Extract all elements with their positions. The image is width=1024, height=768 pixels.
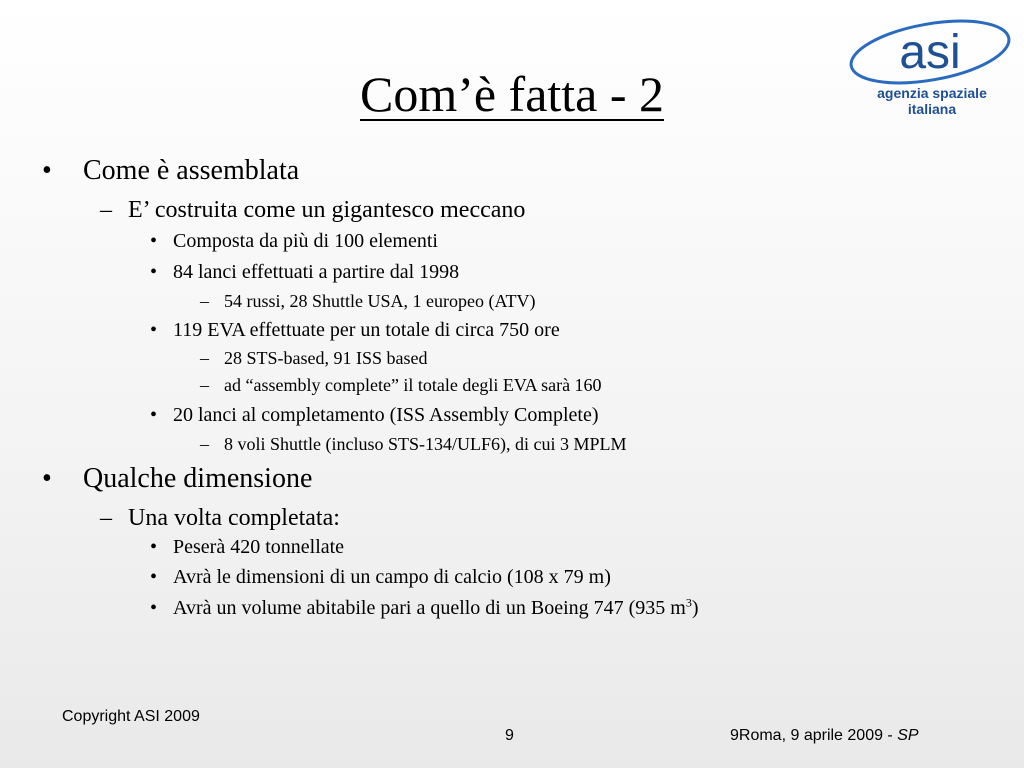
bullet-text: Peserà 420 tonnellate — [173, 536, 345, 558]
bullet-text: 84 lanci effettuati a partire dal 1998 — [173, 261, 460, 283]
bullet-marker: • — [150, 319, 158, 341]
svg-text:agenzia spaziale: agenzia spaziale — [877, 85, 987, 101]
bullet-marker: – — [100, 505, 112, 531]
bullet-marker: • — [150, 261, 158, 283]
bullet-text: 119 EVA effettuate per un totale di circa 750 ore — [173, 319, 560, 341]
bullet-marker: – — [100, 197, 112, 223]
svg-text:italiana: italiana — [907, 101, 957, 117]
bullet-marker: – — [200, 348, 209, 368]
slide-title: Com’è fatta - 2 — [359, 66, 665, 122]
bullet-text: 28 STS-based, 91 ISS based — [224, 348, 428, 368]
bullet-marker: • — [150, 536, 158, 558]
svg-text:asi: asi — [899, 26, 961, 79]
bullet-marker: • — [42, 155, 52, 186]
bullet-marker: – — [200, 375, 209, 395]
bullet-marker: – — [200, 434, 209, 454]
footer-page-number: 9 — [505, 727, 514, 744]
bullet-text: Avrà le dimensioni di un campo di calcio (108 x 79 m) — [173, 566, 611, 588]
bullet-text: Una volta completata: — [128, 505, 340, 531]
bullet-text: 8 voli Shuttle (incluso STS-134/ULF6), di cui 3 MPLM — [224, 434, 627, 454]
bullet-marker: • — [150, 404, 158, 426]
bullet-text: Qualche dimensione — [83, 463, 313, 494]
bullet-text: 54 russi, 28 Shuttle USA, 1 europeo (ATV) — [224, 291, 536, 311]
bullet-marker: • — [150, 230, 158, 252]
bullet-marker: • — [150, 566, 158, 588]
footer-copyright: Copyright ASI 2009 — [62, 708, 200, 725]
bullet-marker: • — [150, 597, 158, 619]
bullet-marker: – — [200, 291, 209, 311]
bullet-text: E’ costruita come un gigantesco meccano — [128, 197, 526, 223]
footer-date: 9Roma, 9 aprile 2009 - SP — [730, 727, 919, 744]
bullet-text: Avrà un volume abitabile pari a quello di un Boeing 747 (935 $m^3$) — [173, 595, 699, 619]
bullet-marker: • — [42, 463, 52, 494]
bullet-text: 20 lanci al completamento (ISS Assembly Complete) — [173, 404, 599, 426]
bullet-text: Composta da più di 100 elementi — [173, 230, 438, 252]
bullet-text: Come è assemblata — [83, 155, 300, 186]
bullet-text: ad “assembly complete” il totale degli EVA sarà 160 — [224, 375, 602, 395]
